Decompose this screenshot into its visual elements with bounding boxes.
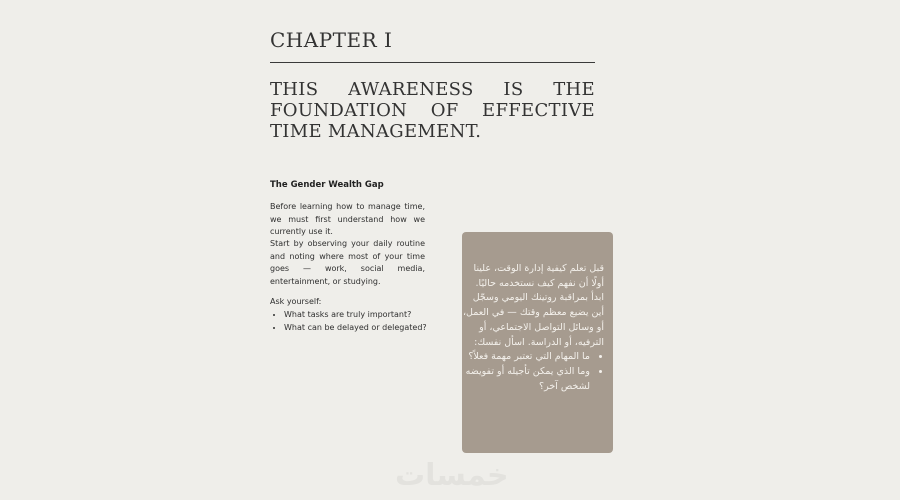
ask-label: Ask yourself: <box>270 297 322 306</box>
arabic-text-block <box>462 262 604 394</box>
list-item: • وما الذي يمكن تأجيله أو تفويضه لشخص آخر؟ <box>462 365 590 394</box>
paragraph-2: Start by observing your daily routine and noting where most of your time goes — work, social media, entertainment, or studying. <box>270 239 425 287</box>
paragraph-1: Before learning how to manage time, we must first understand how we currently use it. <box>270 202 425 237</box>
headline: THIS AWARENESS IS THE FOUNDATION OF EFFECTIVE TIME MANAGEMENT. <box>270 79 595 142</box>
section-title: The Gender Wealth Gap <box>270 180 384 190</box>
arabic-question-list <box>462 350 604 394</box>
list-item: • What tasks are truly important? <box>284 309 427 322</box>
chapter-title: CHAPTER I <box>270 28 393 52</box>
arabic-paragraph: قبل تعلم كيفية إدارة الوقت، علينا أولًا أن نفهم كيف نستخدمه حاليًا. ابدأ بمراقبة روتينك اليومي وسجّل أين يضيع معظم وقتك — في العمل، أو وسائل التواصل الاجتماعي، أو الترفيه، أو الدراسة. اسأل نفسك: <box>462 263 604 348</box>
watermark-logo: خمسات <box>395 458 509 493</box>
divider-line <box>270 62 595 63</box>
list-item: • What can be delayed or delegated? <box>284 322 427 335</box>
list-item: • ما المهام التي تعتبر مهمة فعلاً؟ <box>462 350 590 365</box>
question-list <box>270 309 427 334</box>
